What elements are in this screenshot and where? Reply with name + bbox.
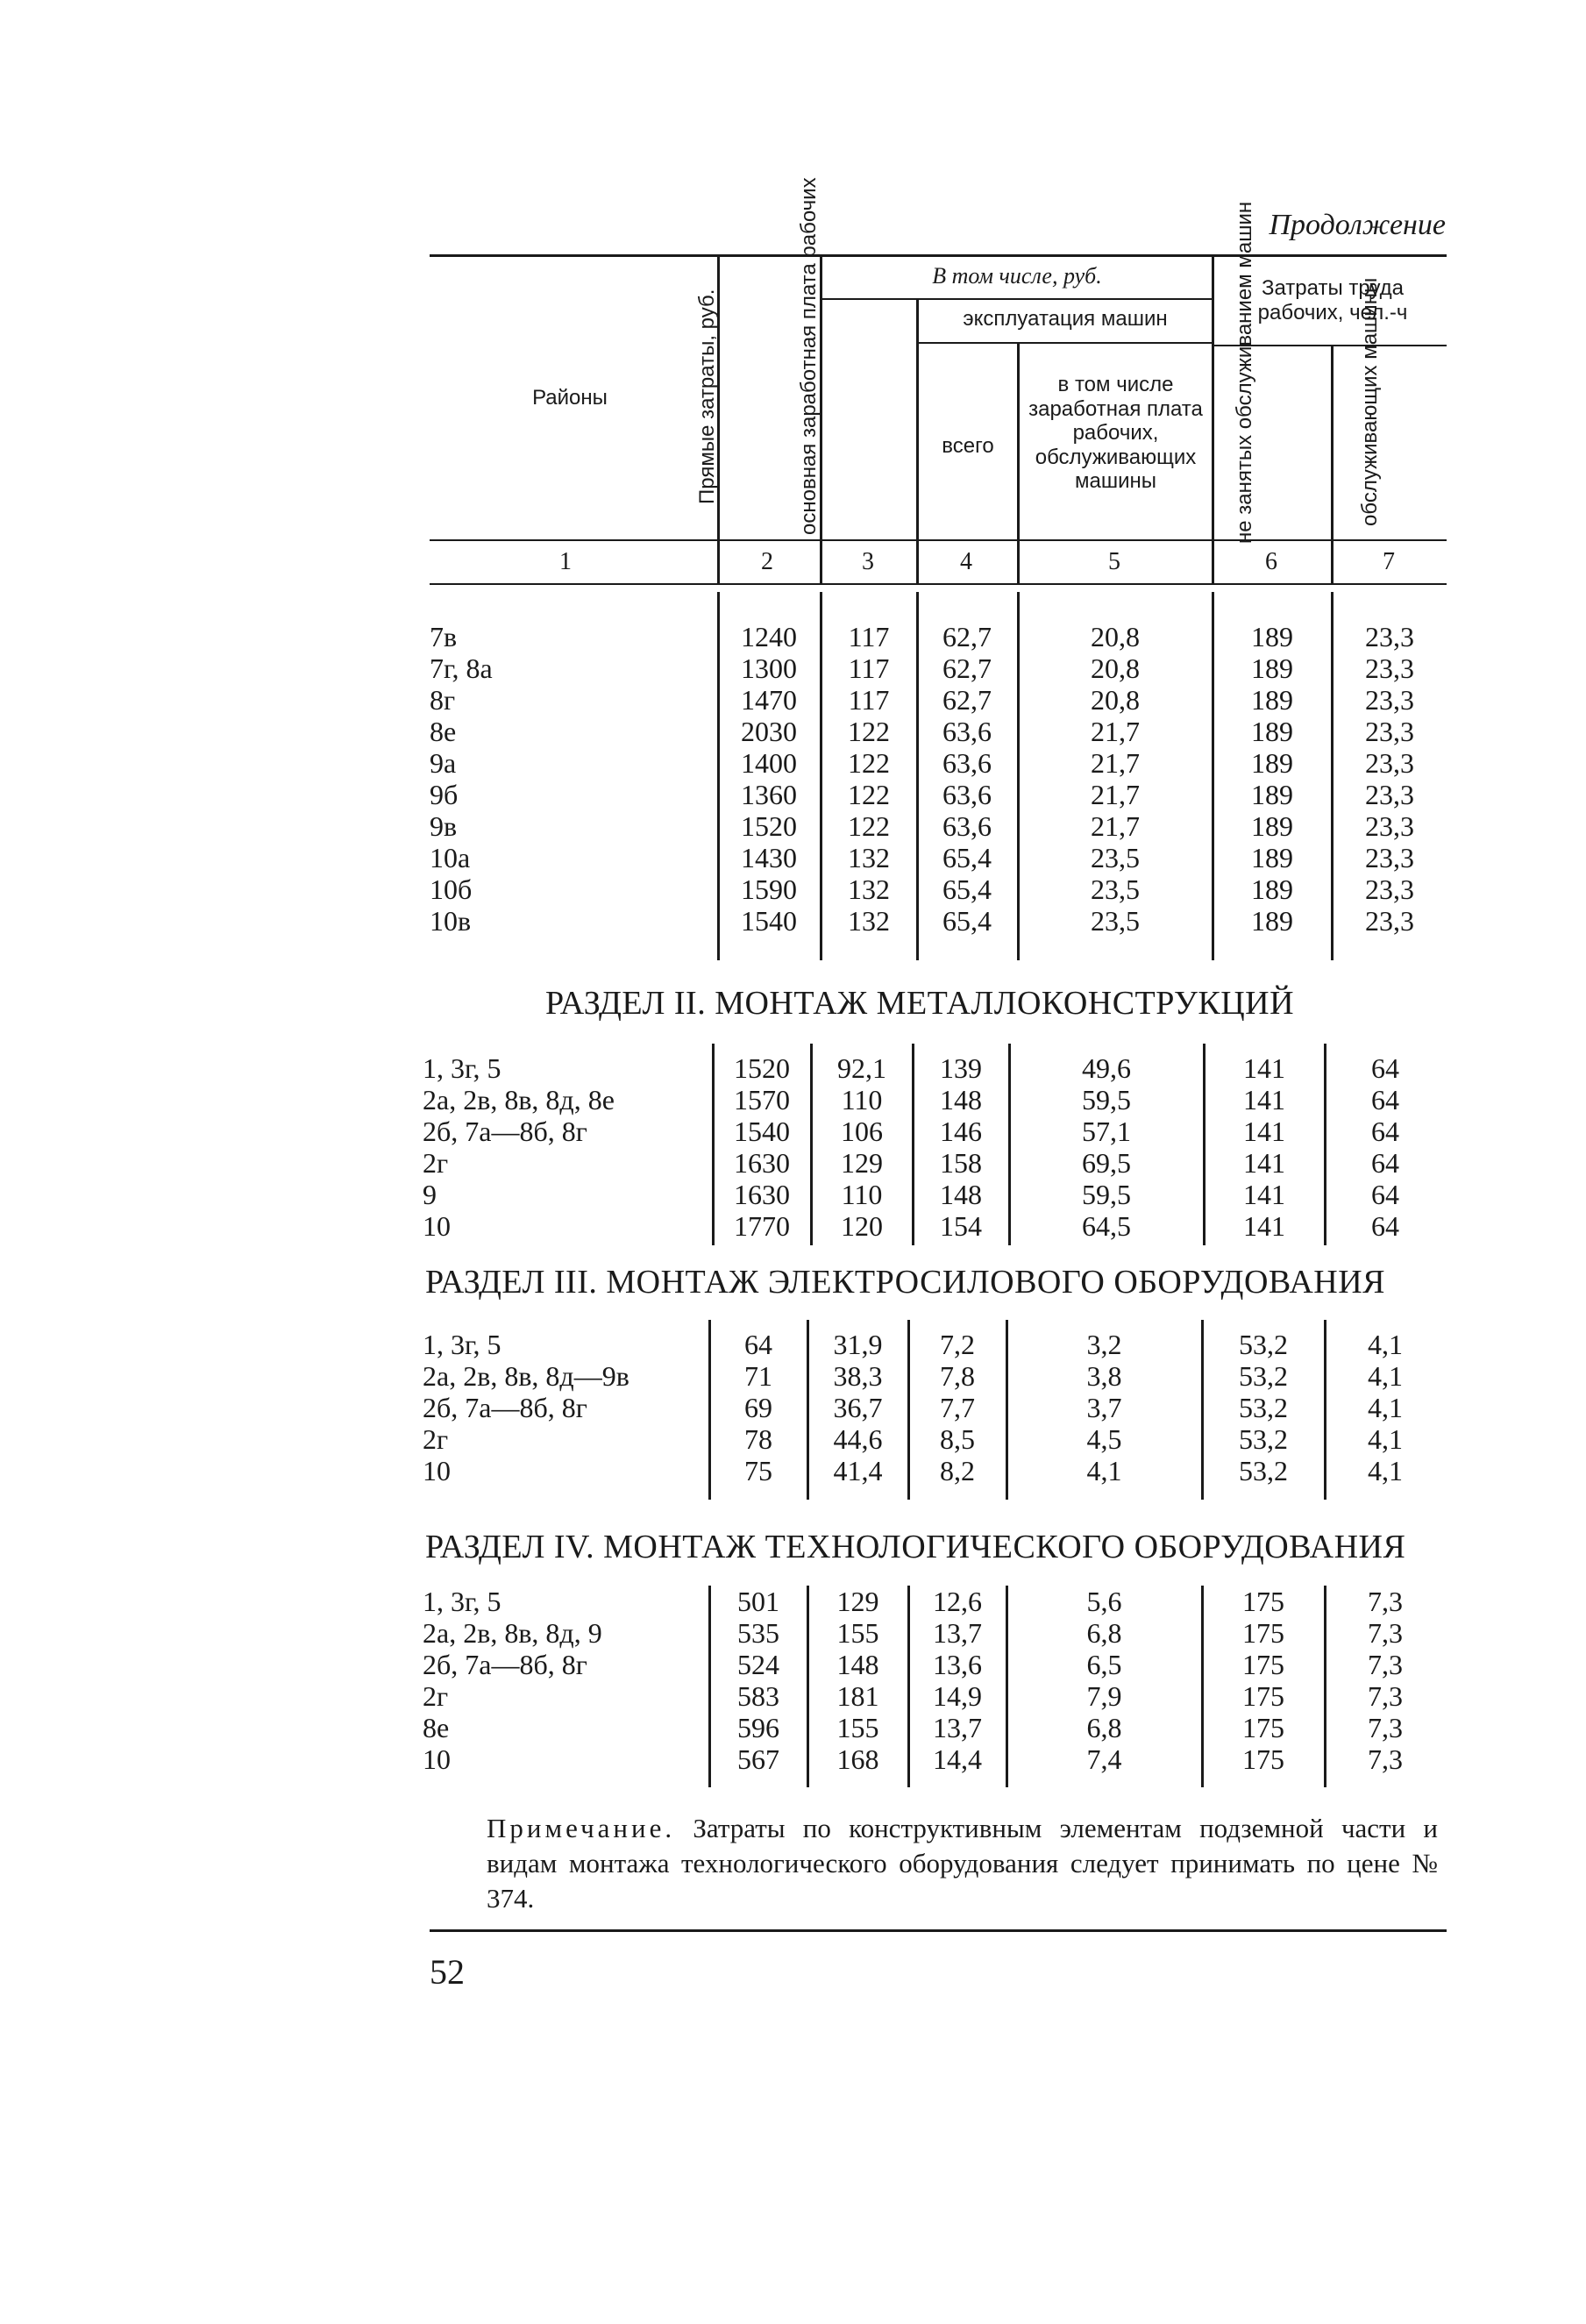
table-cell: 4,5 bbox=[1086, 1423, 1122, 1455]
col-number: 3 bbox=[862, 548, 874, 575]
table-cell: 75 bbox=[744, 1455, 772, 1486]
table-cell: 117 bbox=[848, 621, 890, 652]
table-cell: 7,3 bbox=[1368, 1649, 1403, 1680]
table-cell: 53,2 bbox=[1239, 1455, 1288, 1486]
table-cell: 14,9 bbox=[933, 1680, 982, 1712]
col-number: 2 bbox=[761, 548, 773, 575]
table-cell: 148 bbox=[836, 1649, 879, 1680]
page-number: 52 bbox=[430, 1952, 465, 1992]
header-total: всего bbox=[942, 434, 994, 458]
section2-col-machine-wage bbox=[1012, 1052, 1201, 1242]
table-cell: 132 bbox=[848, 842, 890, 873]
section3-col-total bbox=[911, 1329, 1004, 1486]
table-cell: 14,4 bbox=[933, 1743, 982, 1775]
table-cell: 7,2 bbox=[940, 1329, 975, 1360]
table-cell: 155 bbox=[836, 1617, 879, 1649]
table-cell: 23,5 bbox=[1091, 905, 1140, 937]
table-cell: 1630 bbox=[734, 1147, 790, 1179]
section2-col-district bbox=[423, 1052, 712, 1242]
including-rule bbox=[820, 298, 1212, 300]
table-cell: 7,3 bbox=[1368, 1586, 1403, 1617]
table-cell: 63,6 bbox=[942, 716, 992, 747]
table-cell: 63,6 bbox=[942, 779, 992, 810]
table-cell: 189 bbox=[1251, 905, 1293, 937]
header-direct-costs: Прямые затраты, руб. bbox=[695, 289, 719, 504]
body-vline bbox=[1201, 1320, 1204, 1500]
table-cell: 8г bbox=[430, 684, 456, 716]
table-cell: 78 bbox=[744, 1423, 772, 1455]
table-cell: 7,3 bbox=[1368, 1617, 1403, 1649]
table-cell: 92,1 bbox=[837, 1052, 886, 1084]
table-cell: 64 bbox=[1371, 1210, 1399, 1242]
col-number: 4 bbox=[960, 548, 972, 575]
table-cell: 2г bbox=[423, 1680, 449, 1712]
table-cell: 117 bbox=[848, 652, 890, 684]
table-cell: 175 bbox=[1242, 1743, 1284, 1775]
col-number: 7 bbox=[1383, 548, 1395, 575]
section2-col-total bbox=[915, 1052, 1006, 1242]
body-vline bbox=[1201, 1586, 1204, 1787]
table-cell: 155 bbox=[836, 1712, 879, 1743]
section1-col-direct bbox=[721, 621, 817, 937]
table-cell: 57,1 bbox=[1082, 1116, 1131, 1147]
table-cell: 23,3 bbox=[1365, 716, 1414, 747]
table-cell: 20,8 bbox=[1091, 621, 1140, 652]
header-machine-workers: обслуживающих машины bbox=[1358, 277, 1382, 526]
table-cell: 189 bbox=[1251, 779, 1293, 810]
table-cell: 4,1 bbox=[1368, 1360, 1403, 1392]
table-cell: 175 bbox=[1242, 1680, 1284, 1712]
table-cell: 132 bbox=[848, 873, 890, 905]
table-cell: 13,7 bbox=[933, 1617, 982, 1649]
table-cell: 1, 3г, 5 bbox=[423, 1052, 501, 1084]
table-cell: 3,2 bbox=[1086, 1329, 1122, 1360]
section1-col-total bbox=[920, 621, 1014, 937]
table-cell: 2г bbox=[423, 1147, 449, 1179]
header-including: В том числе, руб. bbox=[932, 263, 1102, 289]
table-cell: 175 bbox=[1242, 1712, 1284, 1743]
table-cell: 64,5 bbox=[1082, 1210, 1131, 1242]
header-vline bbox=[1017, 342, 1020, 583]
table-cell: 7,8 bbox=[940, 1360, 975, 1392]
table-cell: 154 bbox=[940, 1210, 982, 1242]
table-cell: 1430 bbox=[741, 842, 797, 873]
table-cell: 23,3 bbox=[1365, 652, 1414, 684]
table-cell: 65,4 bbox=[942, 873, 992, 905]
table-cell: 117 bbox=[848, 684, 890, 716]
body-vline bbox=[708, 1320, 711, 1500]
table-cell: 1540 bbox=[734, 1116, 790, 1147]
table-cell: 9в bbox=[430, 810, 458, 842]
table-cell: 1, 3г, 5 bbox=[423, 1586, 501, 1617]
table-cell: 10в bbox=[430, 905, 472, 937]
header-top-rule bbox=[430, 254, 1447, 257]
section4-col-direct bbox=[712, 1586, 805, 1775]
table-cell: 122 bbox=[848, 810, 890, 842]
table-cell: 63,6 bbox=[942, 810, 992, 842]
table-cell: 122 bbox=[848, 716, 890, 747]
table-cell: 20,8 bbox=[1091, 684, 1140, 716]
table-cell: 10б bbox=[430, 873, 473, 905]
table-cell: 146 bbox=[940, 1116, 982, 1147]
section1-col-machine-wage bbox=[1021, 621, 1210, 937]
table-cell: 7,7 bbox=[940, 1392, 975, 1423]
table-cell: 141 bbox=[1243, 1052, 1285, 1084]
table-cell: 2г bbox=[423, 1423, 449, 1455]
table-cell: 106 bbox=[841, 1116, 883, 1147]
table-cell: 6,8 bbox=[1086, 1712, 1122, 1743]
body-vline bbox=[1324, 1320, 1326, 1500]
table-cell: 64 bbox=[744, 1329, 772, 1360]
table-cell: 53,2 bbox=[1239, 1423, 1288, 1455]
table-cell: 62,7 bbox=[942, 621, 992, 652]
col-number: 1 bbox=[559, 548, 572, 575]
table-cell: 2а, 2в, 8в, 8д, 9 bbox=[423, 1617, 602, 1649]
table-cell: 189 bbox=[1251, 747, 1293, 779]
table-cell: 23,5 bbox=[1091, 873, 1140, 905]
table-cell: 2б, 7а—8б, 8г bbox=[423, 1116, 587, 1147]
table-cell: 132 bbox=[848, 905, 890, 937]
table-cell: 13,7 bbox=[933, 1712, 982, 1743]
table-cell: 189 bbox=[1251, 873, 1293, 905]
table-cell: 141 bbox=[1243, 1116, 1285, 1147]
table-cell: 535 bbox=[737, 1617, 779, 1649]
table-cell: 64 bbox=[1371, 1147, 1399, 1179]
table-cell: 10 bbox=[423, 1743, 451, 1775]
table-cell: 4,1 bbox=[1368, 1423, 1403, 1455]
header-labor-costs: Затраты труда рабочих, чел.-ч bbox=[1257, 276, 1408, 324]
table-cell: 139 bbox=[940, 1052, 982, 1084]
table-cell: 524 bbox=[737, 1649, 779, 1680]
body-vline bbox=[1008, 1044, 1011, 1245]
table-cell: 9 bbox=[423, 1179, 437, 1210]
table-cell: 23,3 bbox=[1365, 684, 1414, 716]
col-number: 6 bbox=[1265, 548, 1277, 575]
table-cell: 1470 bbox=[741, 684, 797, 716]
table-cell: 5,6 bbox=[1086, 1586, 1122, 1617]
table-cell: 23,3 bbox=[1365, 905, 1414, 937]
col-number: 5 bbox=[1108, 548, 1120, 575]
body-vline bbox=[916, 592, 919, 960]
section4-col-wage bbox=[810, 1586, 906, 1775]
section2-col-direct bbox=[715, 1052, 808, 1242]
table-cell: 110 bbox=[841, 1179, 883, 1210]
table-cell: 12,6 bbox=[933, 1586, 982, 1617]
table-cell: 175 bbox=[1242, 1617, 1284, 1649]
table-cell: 41,4 bbox=[833, 1455, 883, 1486]
body-vline bbox=[712, 1044, 715, 1245]
table-cell: 44,6 bbox=[833, 1423, 883, 1455]
table-cell: 141 bbox=[1243, 1179, 1285, 1210]
table-cell: 596 bbox=[737, 1712, 779, 1743]
table-cell: 2б, 7а—8б, 8г bbox=[423, 1649, 587, 1680]
table-cell: 7,3 bbox=[1368, 1712, 1403, 1743]
section3-col-machine-wage bbox=[1009, 1329, 1199, 1486]
table-cell: 4,1 bbox=[1368, 1392, 1403, 1423]
body-vline bbox=[810, 1044, 813, 1245]
table-cell: 9а bbox=[430, 747, 457, 779]
table-cell: 23,3 bbox=[1365, 842, 1414, 873]
section1-col-wage bbox=[823, 621, 914, 937]
table-cell: 129 bbox=[836, 1586, 879, 1617]
header-machine-operation: эксплуатация машин bbox=[963, 307, 1168, 331]
table-cell: 583 bbox=[737, 1680, 779, 1712]
table-cell: 1630 bbox=[734, 1179, 790, 1210]
body-vline bbox=[1006, 1320, 1008, 1500]
table-cell: 36,7 bbox=[833, 1392, 883, 1423]
section3-col-wage bbox=[810, 1329, 906, 1486]
body-vline bbox=[1212, 592, 1214, 960]
table-cell: 23,3 bbox=[1365, 621, 1414, 652]
table-cell: 2б, 7а—8б, 8г bbox=[423, 1392, 587, 1423]
table-cell: 2030 bbox=[741, 716, 797, 747]
section3-title: РАЗДЕЛ III. МОНТАЖ ЭЛЕКТРОСИЛОВОГО ОБОРУДОВАНИЯ bbox=[425, 1264, 1386, 1301]
table-cell: 64 bbox=[1371, 1052, 1399, 1084]
footnote bbox=[487, 1811, 1438, 1916]
table-cell: 4,1 bbox=[1368, 1455, 1403, 1486]
table-cell: 1400 bbox=[741, 747, 797, 779]
section4-title: РАЗДЕЛ IV. МОНТАЖ ТЕХНОЛОГИЧЕСКОГО ОБОРУДОВАНИЯ bbox=[425, 1529, 1406, 1565]
table-cell: 64 bbox=[1371, 1179, 1399, 1210]
table-cell: 23,3 bbox=[1365, 779, 1414, 810]
table-cell: 189 bbox=[1251, 652, 1293, 684]
table-cell: 64 bbox=[1371, 1116, 1399, 1147]
table-cell: 1590 bbox=[741, 873, 797, 905]
table-cell: 63,6 bbox=[942, 747, 992, 779]
section3-col-direct bbox=[712, 1329, 805, 1486]
table-cell: 38,3 bbox=[833, 1360, 883, 1392]
table-cell: 59,5 bbox=[1082, 1084, 1131, 1116]
table-cell: 1240 bbox=[741, 621, 797, 652]
body-vline bbox=[807, 1586, 809, 1787]
body-vline bbox=[807, 1320, 809, 1500]
table-cell: 4,1 bbox=[1086, 1455, 1122, 1486]
table-cell: 141 bbox=[1243, 1210, 1285, 1242]
table-cell: 62,7 bbox=[942, 652, 992, 684]
table-cell: 65,4 bbox=[942, 905, 992, 937]
table-cell: 10 bbox=[423, 1455, 451, 1486]
table-cell: 59,5 bbox=[1082, 1179, 1131, 1210]
table-cell: 110 bbox=[841, 1084, 883, 1116]
section2-col-wage bbox=[814, 1052, 910, 1242]
body-vline bbox=[1324, 1586, 1326, 1787]
section1-col-machine-labor bbox=[1334, 621, 1445, 937]
table-cell: 69 bbox=[744, 1392, 772, 1423]
section3-col-machine-labor bbox=[1327, 1329, 1443, 1486]
section2-col-labor bbox=[1206, 1052, 1322, 1242]
numbers-bottom-rule bbox=[430, 583, 1447, 585]
table-cell: 501 bbox=[737, 1586, 779, 1617]
header-not-machine: не занятых обслуживанием машин bbox=[1233, 201, 1256, 544]
table-cell: 122 bbox=[848, 747, 890, 779]
table-cell: 1, 3г, 5 bbox=[423, 1329, 501, 1360]
table-cell: 7в bbox=[430, 621, 458, 652]
section3-col-labor bbox=[1205, 1329, 1322, 1486]
table-cell: 53,2 bbox=[1239, 1329, 1288, 1360]
table-cell: 7,9 bbox=[1086, 1680, 1122, 1712]
table-cell: 9б bbox=[430, 779, 459, 810]
table-cell: 21,7 bbox=[1091, 779, 1140, 810]
table-cell: 1520 bbox=[734, 1052, 790, 1084]
table-cell: 120 bbox=[841, 1210, 883, 1242]
body-vline bbox=[907, 1320, 910, 1500]
table-cell: 21,7 bbox=[1091, 716, 1140, 747]
table-cell: 64 bbox=[1371, 1084, 1399, 1116]
table-cell: 1540 bbox=[741, 905, 797, 937]
table-cell: 567 bbox=[737, 1743, 779, 1775]
table-cell: 2а, 2в, 8в, 8д, 8е bbox=[423, 1084, 615, 1116]
table-cell: 62,7 bbox=[942, 684, 992, 716]
table-cell: 141 bbox=[1243, 1147, 1285, 1179]
table-cell: 10 bbox=[423, 1210, 451, 1242]
body-vline bbox=[907, 1586, 910, 1787]
table-cell: 189 bbox=[1251, 621, 1293, 652]
footer-rule bbox=[430, 1929, 1447, 1932]
table-cell: 53,2 bbox=[1239, 1360, 1288, 1392]
body-vline bbox=[912, 1044, 914, 1245]
table-cell: 122 bbox=[848, 779, 890, 810]
table-cell: 23,5 bbox=[1091, 842, 1140, 873]
table-cell: 189 bbox=[1251, 684, 1293, 716]
table-cell: 8,2 bbox=[940, 1455, 975, 1486]
table-cell: 7,4 bbox=[1086, 1743, 1122, 1775]
table-cell: 1570 bbox=[734, 1084, 790, 1116]
header-base-wage: основная заработная плата рабочих bbox=[797, 177, 821, 535]
table-cell: 49,6 bbox=[1082, 1052, 1131, 1084]
table-cell: 148 bbox=[940, 1179, 982, 1210]
header-vline bbox=[1212, 254, 1214, 583]
header-vline bbox=[916, 298, 919, 583]
table-cell: 1770 bbox=[734, 1210, 790, 1242]
table-cell: 148 bbox=[940, 1084, 982, 1116]
table-cell: 1520 bbox=[741, 810, 797, 842]
body-vline bbox=[820, 592, 822, 960]
table-cell: 23,3 bbox=[1365, 873, 1414, 905]
table-cell: 1360 bbox=[741, 779, 797, 810]
section4-col-machine-labor bbox=[1327, 1586, 1443, 1775]
body-vline bbox=[708, 1586, 711, 1787]
table-cell: 31,9 bbox=[833, 1329, 883, 1360]
table-cell: 141 bbox=[1243, 1084, 1285, 1116]
section3-col-district bbox=[423, 1329, 708, 1486]
table-cell: 8е bbox=[430, 716, 457, 747]
table-cell: 3,8 bbox=[1086, 1360, 1122, 1392]
section4-col-district bbox=[423, 1586, 708, 1775]
table-cell: 8,5 bbox=[940, 1423, 975, 1455]
table-cell: 21,7 bbox=[1091, 747, 1140, 779]
table-cell: 53,2 bbox=[1239, 1392, 1288, 1423]
table-cell: 6,8 bbox=[1086, 1617, 1122, 1649]
table-cell: 189 bbox=[1251, 842, 1293, 873]
table-cell: 6,5 bbox=[1086, 1649, 1122, 1680]
body-vline bbox=[1006, 1586, 1008, 1787]
machine-rule bbox=[916, 342, 1212, 344]
body-vline bbox=[1203, 1044, 1206, 1245]
section4-col-total bbox=[911, 1586, 1004, 1775]
table-cell: 71 bbox=[744, 1360, 772, 1392]
header-districts: Районы bbox=[532, 386, 608, 410]
table-cell: 2а, 2в, 8в, 8д—9в bbox=[423, 1360, 629, 1392]
section2-title: РАЗДЕЛ II. МОНТАЖ МЕТАЛЛОКОНСТРУКЦИЙ bbox=[545, 985, 1295, 1022]
table-cell: 8е bbox=[423, 1712, 450, 1743]
body-vline bbox=[1017, 592, 1020, 960]
table-cell: 4,1 bbox=[1368, 1329, 1403, 1360]
body-vline bbox=[1331, 592, 1334, 960]
table-cell: 175 bbox=[1242, 1586, 1284, 1617]
header-machine-wage: в том числе заработная плата рабочих, обслуживающих машины bbox=[1028, 373, 1203, 494]
table-cell: 7,3 bbox=[1368, 1743, 1403, 1775]
section1-col-labor bbox=[1215, 621, 1329, 937]
table-cell: 65,4 bbox=[942, 842, 992, 873]
table-cell: 23,3 bbox=[1365, 810, 1414, 842]
table-cell: 168 bbox=[836, 1743, 879, 1775]
table-cell: 175 bbox=[1242, 1649, 1284, 1680]
table-cell: 7г, 8а bbox=[430, 652, 493, 684]
table-cell: 1300 bbox=[741, 652, 797, 684]
table-cell: 10а bbox=[430, 842, 471, 873]
footnote-label: Примечание. bbox=[487, 1813, 676, 1843]
continuation-label: Продолжение bbox=[1269, 209, 1446, 241]
body-vline bbox=[1324, 1044, 1326, 1245]
table-cell: 20,8 bbox=[1091, 652, 1140, 684]
table-cell: 189 bbox=[1251, 810, 1293, 842]
section1-col-district bbox=[430, 621, 710, 937]
section4-col-labor bbox=[1205, 1586, 1322, 1775]
table-cell: 7,3 bbox=[1368, 1680, 1403, 1712]
table-cell: 13,6 bbox=[933, 1649, 982, 1680]
table-cell: 181 bbox=[836, 1680, 879, 1712]
table-cell: 69,5 bbox=[1082, 1147, 1131, 1179]
table-cell: 158 bbox=[940, 1147, 982, 1179]
section2-col-machine-labor bbox=[1327, 1052, 1443, 1242]
body-vline bbox=[717, 592, 720, 960]
footnote-text: Затраты по конструктивным элементам подземной части и видам монтажа технологического оборудования следует принимать по цене № 374. bbox=[487, 1813, 1438, 1914]
table-cell: 23,3 bbox=[1365, 747, 1414, 779]
table-cell: 3,7 bbox=[1086, 1392, 1122, 1423]
table-cell: 21,7 bbox=[1091, 810, 1140, 842]
table-cell: 129 bbox=[841, 1147, 883, 1179]
table-cell: 189 bbox=[1251, 716, 1293, 747]
section4-col-machine-wage bbox=[1009, 1586, 1199, 1775]
